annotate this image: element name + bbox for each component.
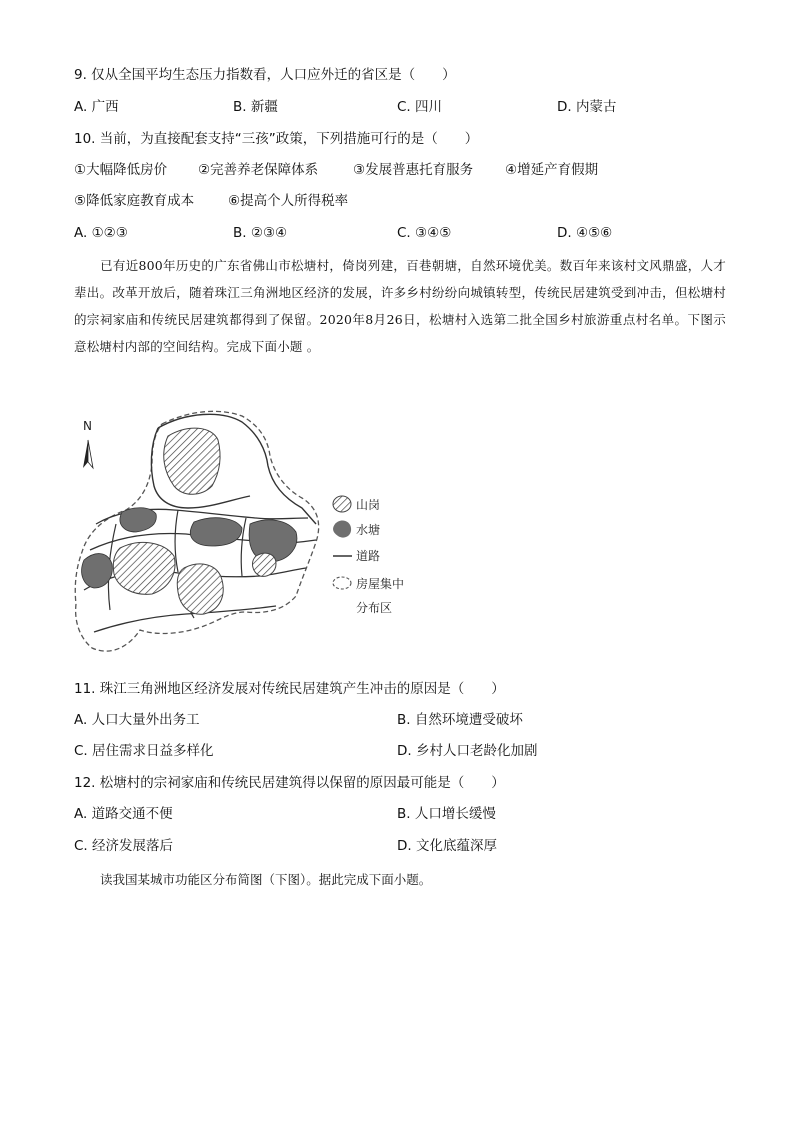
q12-option-c: C. 经济发展落后 bbox=[74, 838, 174, 854]
legend-road-label: 道路 bbox=[356, 549, 381, 563]
hill-north bbox=[164, 428, 220, 494]
legend-pond-label: 水塘 bbox=[356, 523, 381, 537]
q11-option-d: D. 乡村人口老龄化加剧 bbox=[397, 743, 538, 759]
passage-text: 已有近800年历史的广东省佛山市松塘村，倚岗列建，百巷朝塘，自然环境优美。数百年来该村文风鼎盛，人才辈出。改革开放后，随着珠江三角洲地区经济的发展，许多乡村纷纷向城镇转型，传统民居建筑受到冲击，但松塘村的宗祠家庙和传统民居建筑都得到了保留。2020年8月26日，松塘村入选第二批全国乡村旅游重点村名单。下图示意松塘村内部的空间结构。完成下面小题 。 bbox=[74, 258, 726, 354]
q11-stem: 11. 珠江三角洲地区经济发展对传统民居建筑产生冲击的原因是（ ） bbox=[74, 681, 505, 697]
hill-southwest bbox=[113, 542, 175, 594]
pond-2 bbox=[190, 518, 242, 546]
q10-option-c: C. ③④⑤ bbox=[397, 225, 452, 241]
q9-option-c: C. 四川 bbox=[397, 99, 443, 115]
q12-stem: 12. 松塘村的宗祠家庙和传统民居建筑得以保留的原因最可能是（ ） bbox=[74, 775, 505, 791]
q10-item-3: ③发展普惠托育服务 bbox=[353, 162, 474, 178]
q10-item-2: ②完善养老保障体系 bbox=[198, 162, 319, 178]
legend-housing-label-2: 分布区 bbox=[356, 601, 393, 615]
q10-stem: 10. 当前，为直接配套支持“三孩”政策，下列措施可行的是（ ） bbox=[74, 131, 479, 147]
legend-housing-icon bbox=[333, 577, 351, 589]
legend-pond-icon bbox=[333, 521, 351, 538]
q10-option-a: A. ①②③ bbox=[74, 225, 128, 241]
q10-option-b: B. ②③④ bbox=[233, 225, 288, 241]
q12-option-b: B. 人口增长缓慢 bbox=[397, 806, 496, 822]
q9-option-d: D. 内蒙古 bbox=[557, 99, 617, 115]
next-section-intro: 读我国某城市功能区分布简图（下图）。据此完成下面小题。 bbox=[100, 872, 432, 887]
north-label: N bbox=[83, 419, 92, 433]
q10-item-6: ⑥提高个人所得税率 bbox=[228, 193, 349, 209]
q10-item-5: ⑤降低家庭教育成本 bbox=[74, 193, 195, 209]
q11-option-b: B. 自然环境遭受破坏 bbox=[397, 712, 523, 728]
q10-item-4: ④增延产育假期 bbox=[505, 162, 599, 178]
north-arrow-icon bbox=[83, 440, 88, 468]
q11-option-a: A. 人口大量外出务工 bbox=[74, 712, 200, 728]
legend-hill-label: 山岗 bbox=[356, 498, 381, 512]
q10-item-1: ①大幅降低房价 bbox=[74, 162, 168, 178]
q12-option-a: A. 道路交通不便 bbox=[74, 806, 173, 822]
hill-south bbox=[177, 564, 223, 614]
q12-option-d: D. 文化底蕴深厚 bbox=[397, 838, 497, 854]
legend-hill-icon bbox=[333, 496, 351, 512]
q11-option-c: C. 居住需求日益多样化 bbox=[74, 743, 214, 759]
q10-option-d: D. ④⑤⑥ bbox=[557, 225, 613, 241]
legend-housing-label-1: 房屋集中 bbox=[356, 577, 405, 591]
q9-option-a: A. 广西 bbox=[74, 99, 119, 115]
pond-1 bbox=[120, 508, 156, 532]
map-legend bbox=[333, 496, 404, 615]
pond-4 bbox=[82, 554, 113, 588]
village-map bbox=[70, 400, 430, 665]
passage bbox=[74, 252, 726, 360]
q9-option-b: B. 新疆 bbox=[233, 99, 278, 115]
q9-stem: 9. 仅从全国平均生态压力指数看，人口应外迁的省区是（ ） bbox=[74, 67, 456, 83]
hill-east-small bbox=[253, 553, 276, 576]
